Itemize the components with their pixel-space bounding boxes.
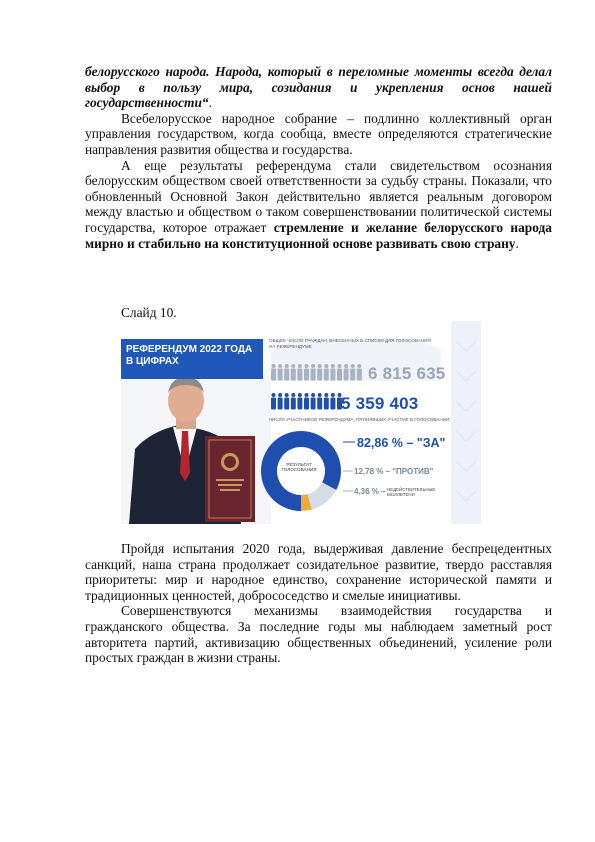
voter-person-icon — [337, 364, 342, 381]
quote-bold-italic: белорусского народа. Народа, который в переломные моменты всегда делал выбор в пользу мира, созидания и укрепления основ нашей государственности“ — [85, 64, 552, 111]
slide-title-line2: В ЦИФРАХ — [126, 356, 179, 367]
paragraph-1 — [85, 64, 552, 111]
voter-person-icon — [291, 364, 296, 381]
donut-center-label — [279, 462, 319, 473]
slide-title-line1: РЕФЕРЕНДУМ 2022 ГОДА — [126, 344, 253, 355]
participant-person-icon — [278, 393, 283, 410]
participant-person-icon — [304, 393, 309, 410]
participant-person-icon — [330, 393, 335, 410]
participant-person-icon — [271, 393, 276, 410]
voter-person-icon — [357, 364, 362, 381]
paragraph-3-text: А еще результаты референдума стали свидетельством осознания белорусским обществом своей ответственности за судьбу страны. Показали, что обновленный Основной Закон действительно является реальным договором между властью и обществом о таком совершенствовании политической системы государства, которое отражает — [85, 157, 552, 235]
slide-image — [121, 321, 481, 524]
invalid-label — [387, 487, 457, 497]
invalid-label-line2: БЮЛЛЕТЕНИ — [387, 492, 415, 498]
paragraph-5: Совершенствуются механизмы взаимодействия государства и гражданского общества. За последние годы мы наблюдаем заметный рост авторитета партий, активизацию общественных объединений, усиление роли простых граждан в жизни страны. — [85, 603, 552, 666]
text-block-bottom — [85, 541, 552, 666]
participants-number: 5 359 403 — [341, 394, 419, 413]
participant-person-icon — [324, 393, 329, 410]
participant-person-icon — [297, 393, 302, 410]
caption-total-voters — [269, 338, 449, 349]
for-percentage: 82,86 % – "ЗА" — [357, 436, 446, 450]
slide-title-box — [121, 339, 263, 379]
donut-label-line2: ГОЛОСОВАНИЯ — [281, 467, 317, 473]
voter-person-icon — [311, 364, 316, 381]
slide-label: Слайд 10. — [121, 305, 177, 320]
voter-person-icon — [271, 364, 276, 381]
voter-person-icon — [324, 364, 329, 381]
invalid-label-line1: НЕДЕЙСТВИТЕЛЬНЫЕ — [387, 487, 436, 492]
voter-person-icon — [297, 364, 302, 381]
voter-person-icon — [350, 364, 355, 381]
text-block-top — [85, 64, 552, 251]
paragraph-4: Пройдя испытания 2020 года, выдерживая давление беспрецедентных санкций, наша страна продолжает созидательное развитие, твердо расставляя приоритеты: мир и народное единство, сохранение исторической памяти и традиционных ценностей, добрососедство и смелые инициативы. — [85, 541, 552, 603]
participant-person-icon — [317, 393, 322, 410]
participant-person-icon — [311, 393, 316, 410]
caption-total-line1: ОБЩЕЕ ЧИСЛО ГРАЖДАН, ВНЕСЕННЫХ В СПИСКИ ДЛЯ ГОЛОСОВАНИЯ — [269, 338, 431, 343]
participant-person-icon — [291, 393, 296, 410]
caption-total-line2: НА РЕФЕРЕНДУМЕ — [269, 343, 312, 349]
paragraph-3 — [85, 158, 552, 252]
caption-participants: ЧИСЛО УЧАСТНИКОВ РЕФЕРЕНДУМА, ПРИНЯВШИХ УЧАСТИЕ В ГОЛОСОВАНИИ — [269, 417, 450, 422]
participant-person-icon — [284, 393, 289, 410]
voter-person-icon — [344, 364, 349, 381]
quote-tail: . — [208, 95, 212, 111]
invalid-percentage: 4,36 % – — [354, 487, 386, 496]
paragraph-2: Всебелорусское народное собрание – подлинно коллективный орган управления государством, когда сообща, вместе определяются стратегические направления развития общества и государства. — [85, 110, 552, 157]
against-percentage: 12,78 % – "ПРОТИВ" — [354, 467, 434, 476]
voter-person-icon — [304, 364, 309, 381]
constitution-book-icon — [205, 436, 255, 522]
donut-label-line1: РЕЗУЛЬТАТ — [286, 462, 312, 467]
voter-person-icon — [330, 364, 335, 381]
participants-figures-row — [271, 393, 342, 410]
voter-person-icon — [284, 364, 289, 381]
voter-person-icon — [317, 364, 322, 381]
paragraph-3-bold: стремление и желание белорусского народа мирно и стабильно на конституционной основе развивать свою страну — [85, 219, 552, 251]
voter-person-icon — [278, 364, 283, 381]
total-voters-number: 6 815 635 — [368, 364, 446, 383]
paragraph-3-tail: . — [515, 235, 519, 251]
